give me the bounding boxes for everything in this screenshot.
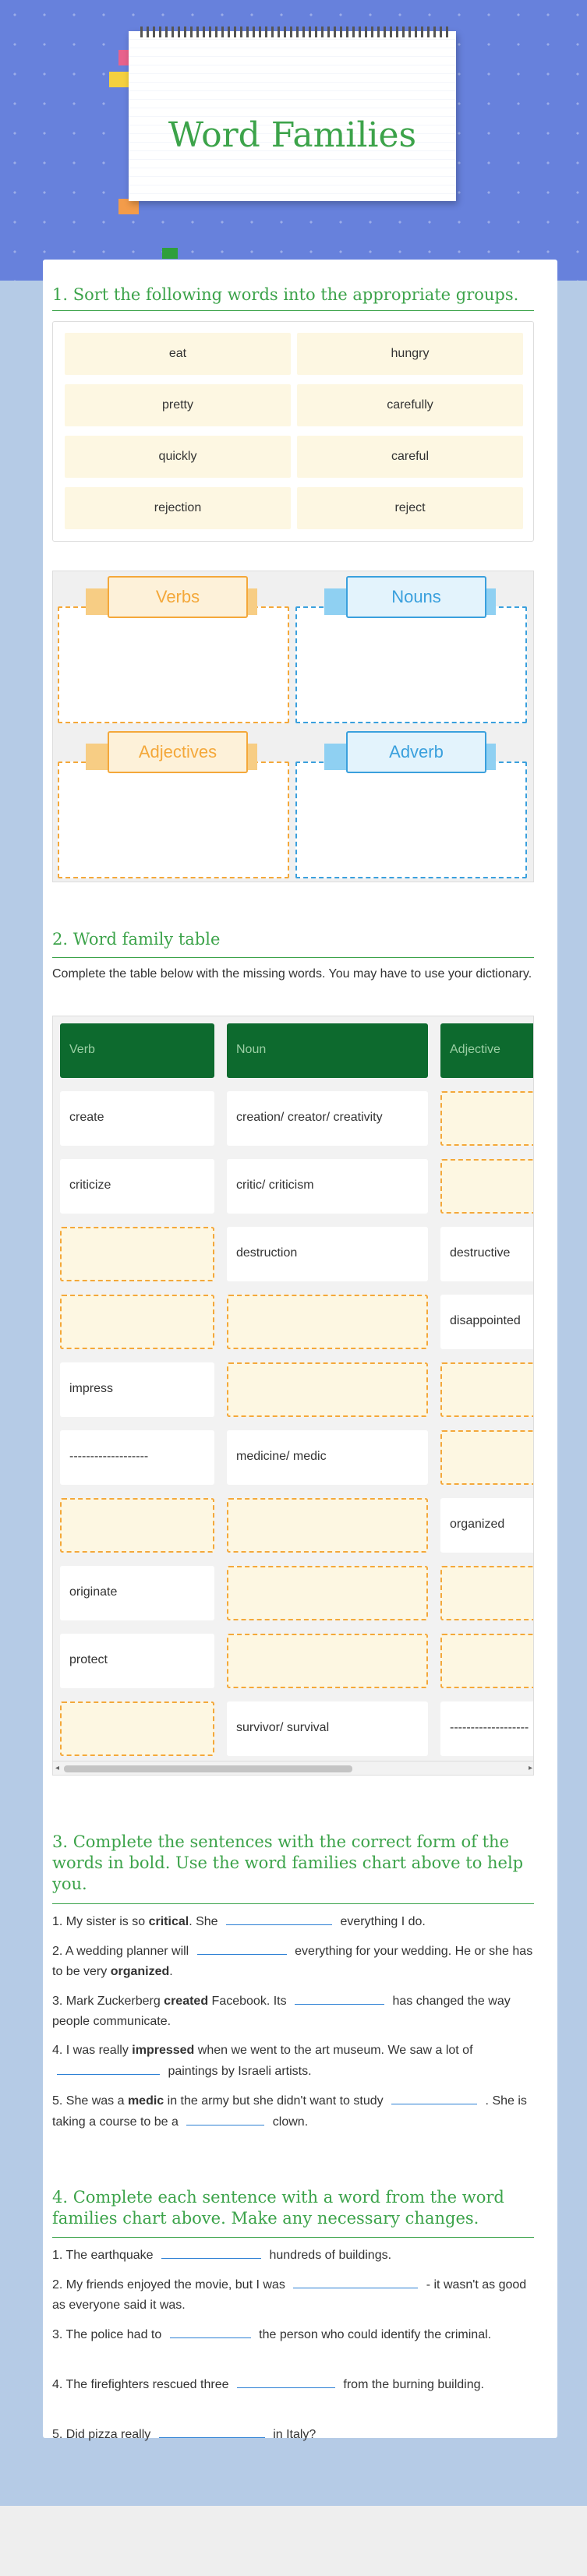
sentence-text: everything I do. <box>340 1915 426 1928</box>
verbs-ribbon <box>86 571 257 618</box>
table-answer-cell-noun[interactable] <box>227 1295 428 1349</box>
section4-sentence-2 <box>52 2274 536 2316</box>
table-answer-cell-adjective[interactable] <box>440 1634 534 1688</box>
table-cell-noun: creation/ creator/ creativity <box>227 1091 428 1146</box>
section3-sentence-1 <box>52 1911 536 1932</box>
table-cell-noun: medicine/ medic <box>227 1430 428 1485</box>
table-header-adjective: Adjective <box>440 1023 534 1078</box>
table-cell-adjective: ------------------- <box>440 1701 534 1756</box>
section3-sentence-5 <box>52 2090 536 2133</box>
bold-word: critical <box>148 1915 189 1928</box>
word-chip[interactable]: rejection <box>65 487 291 529</box>
nouns-drop-zone[interactable] <box>295 606 527 723</box>
table-header-noun: Noun <box>227 1023 428 1078</box>
table-header-verb: Verb <box>60 1023 214 1078</box>
sentence-text: Facebook. Its <box>211 1995 287 2008</box>
sentence-text: . She is taking a course to be a <box>52 2094 527 2129</box>
section4-rule <box>52 2237 534 2238</box>
section4-sentence-1 <box>52 2245 536 2266</box>
table-cell-verb: impress <box>60 1362 214 1417</box>
section2-instruction: Complete the table below with the missing words. You may have to use your dictionary. <box>52 967 532 981</box>
nouns-label: Nouns <box>346 576 486 618</box>
adjectives-drop-zone[interactable] <box>58 761 289 878</box>
section3-sentence-2 <box>52 1941 536 1982</box>
word-chip[interactable]: eat <box>65 333 291 375</box>
table-cell-verb: ------------------- <box>60 1430 214 1485</box>
table-answer-cell-adjective[interactable] <box>440 1362 534 1417</box>
sentence-text: has changed the way people communicate. <box>52 1995 511 2028</box>
word-bank <box>52 321 534 542</box>
table-answer-cell-adjective[interactable] <box>440 1430 534 1485</box>
notebook-tab-yellow <box>109 72 129 87</box>
answer-blank[interactable] <box>391 2090 477 2104</box>
footer-area <box>0 2506 587 2576</box>
nouns-ribbon <box>324 571 496 618</box>
table-answer-cell-adjective[interactable] <box>440 1566 534 1620</box>
sentence-text: 1. The earthquake <box>52 2249 154 2262</box>
word-chip[interactable]: reject <box>297 487 523 529</box>
sentence-text: . <box>169 1965 173 1978</box>
word-chip[interactable]: careful <box>297 436 523 478</box>
bold-word: created <box>164 1995 209 2008</box>
bold-word: impressed <box>132 2044 195 2057</box>
section3-sentence-4 <box>52 2041 536 2082</box>
table-answer-cell-noun[interactable] <box>227 1566 428 1620</box>
sentence-text: 4. The firefighters rescued three <box>52 2378 229 2391</box>
answer-blank[interactable] <box>197 1941 287 1955</box>
page-title: Word Families <box>168 115 417 155</box>
section1-rule <box>52 310 534 311</box>
section4-title: 4. Complete each sentence with a word from the word families chart above. Make any necessary changes. <box>52 2188 504 2228</box>
sentence-text: when we went to the art museum. We saw a lot of <box>197 2044 473 2057</box>
sentence-text: in the army but she didn't want to study <box>167 2094 384 2108</box>
answer-blank[interactable] <box>57 2061 160 2075</box>
sentence-text: from the burning building. <box>343 2378 484 2391</box>
sentence-text: hundreds of buildings. <box>269 2249 392 2262</box>
word-family-table[interactable] <box>52 1016 534 1776</box>
section4-sentence-3 <box>52 2324 536 2345</box>
section2-rule <box>52 957 534 958</box>
sentence-text: 4. I was really <box>52 2044 129 2057</box>
sentence-text: . She <box>189 1915 218 1928</box>
table-cell-verb: protect <box>60 1634 214 1688</box>
table-cell-noun: critic/ criticism <box>227 1159 428 1214</box>
category-board <box>52 571 534 882</box>
sentence-text: 5. She was a <box>52 2094 125 2108</box>
section4-sentence-5 <box>52 2424 536 2445</box>
word-chip[interactable]: hungry <box>297 333 523 375</box>
sentence-text: 3. The police had to <box>52 2328 162 2341</box>
table-cell-verb: create <box>60 1091 214 1146</box>
notebook-tab-orange <box>118 199 139 214</box>
notebook-spiral <box>140 27 448 37</box>
sentence-text: everything for your wedding. He or she has to be very <box>52 1945 533 1978</box>
table-answer-cell-verb[interactable] <box>60 1295 214 1349</box>
bold-word: medic <box>127 2094 164 2108</box>
answer-blank[interactable] <box>170 2324 251 2338</box>
table-answer-cell-adjective[interactable] <box>440 1091 534 1146</box>
table-cell-verb: criticize <box>60 1159 214 1214</box>
answer-blank[interactable] <box>161 2245 261 2259</box>
section3-sentence-3 <box>52 1991 536 2032</box>
adverb-drop-zone[interactable] <box>295 761 527 878</box>
notebook-tab-green <box>162 248 178 259</box>
word-chip[interactable]: quickly <box>65 436 291 478</box>
sentence-text: paintings by Israeli artists. <box>168 2065 312 2078</box>
scrollbar-thumb[interactable] <box>64 1765 352 1772</box>
answer-blank[interactable] <box>237 2374 335 2388</box>
sentence-text: 2. A wedding planner will <box>52 1945 189 1958</box>
sentence-text: clown. <box>272 2115 309 2129</box>
sentence-text: the person who could identify the criminal. <box>259 2328 492 2341</box>
sentence-text: 1. My sister is so <box>52 1915 146 1928</box>
table-answer-cell-verb[interactable] <box>60 1227 214 1281</box>
table-cell-adjective: disappointed <box>440 1295 534 1349</box>
table-answer-cell-noun[interactable] <box>227 1634 428 1688</box>
sentence-text: 5. Did pizza really <box>52 2428 151 2441</box>
table-answer-cell-verb[interactable] <box>60 1498 214 1553</box>
adverb-label: Adverb <box>346 731 486 773</box>
bold-word: organized <box>110 1965 170 1978</box>
section3-title: 3. Complete the sentences with the correct form of the words in bold. Use the word families chart above to help you. <box>52 1832 524 1893</box>
sentence-text: - it wasn't as good as everyone said it was. <box>52 2278 527 2312</box>
adverb-ribbon <box>324 726 496 773</box>
table-cell-adjective: destructive <box>440 1227 534 1281</box>
sentence-text: 2. My friends enjoyed the movie, but I was <box>52 2278 285 2292</box>
answer-blank[interactable] <box>226 1911 332 1925</box>
table-answer-cell-noun[interactable] <box>227 1362 428 1417</box>
sentence-text: in Italy? <box>273 2428 316 2441</box>
answer-blank[interactable] <box>293 2274 418 2288</box>
table-cell-adjective: organized <box>440 1498 534 1553</box>
answer-blank[interactable] <box>295 1991 384 2005</box>
section3-rule <box>52 1903 534 1904</box>
answer-blank[interactable] <box>159 2424 265 2438</box>
section2-title: 2. Word family table <box>52 930 221 949</box>
table-cell-noun: survivor/ survival <box>227 1701 428 1756</box>
table-cell-verb: originate <box>60 1566 214 1620</box>
sentence-text: 3. Mark Zuckerberg <box>52 1995 161 2008</box>
scroll-right-arrow[interactable]: ▸ <box>528 1764 532 1772</box>
word-chip[interactable]: pretty <box>65 384 291 426</box>
table-answer-cell-noun[interactable] <box>227 1498 428 1553</box>
section4-sentence-4 <box>52 2374 536 2395</box>
adjectives-ribbon <box>86 726 257 773</box>
table-answer-cell-adjective[interactable] <box>440 1159 534 1214</box>
answer-blank[interactable] <box>186 2111 264 2125</box>
word-chip[interactable]: carefully <box>297 384 523 426</box>
table-answer-cell-verb[interactable] <box>60 1701 214 1756</box>
adjectives-label: Adjectives <box>108 731 248 773</box>
section1-title: 1. Sort the following words into the appropriate groups. <box>52 285 519 304</box>
verbs-label: Verbs <box>108 576 248 618</box>
scroll-left-arrow[interactable]: ◂ <box>55 1764 60 1772</box>
verbs-drop-zone[interactable] <box>58 606 289 723</box>
horizontal-scrollbar[interactable] <box>53 1761 534 1775</box>
table-cell-noun: destruction <box>227 1227 428 1281</box>
